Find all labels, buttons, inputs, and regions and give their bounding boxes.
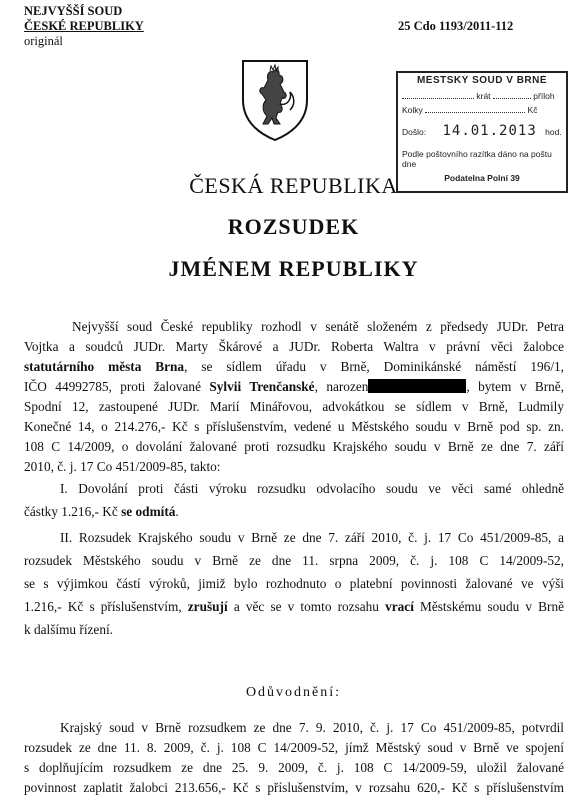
verdict-item-1: I. Dovolání proti části výroku rozsudku odvolacího soudu ve věci samé ohledně částky 1.216,- Kč se odmítá.: [24, 481, 564, 519]
intro-line: Vojtka a soudců JUDr. Marty Škárové a JUDr. Roberta Waltra v právní věci žalobce: [24, 339, 564, 354]
intro-line: 2010, č. j. 17 Co 451/2009-85, takto:: [24, 459, 221, 474]
reasoning-heading: Odůvodnění:: [245, 685, 342, 700]
intro-line: 108 C 14/2009, o dovolání žalované proti rozsudku Krajského soudu v Brně ze dne 7. září: [24, 439, 564, 454]
verdict-dismissed: se odmítá: [121, 504, 176, 519]
stamp-title: MĚSTSKÝ SOUD V BRNĚ: [416, 75, 548, 86]
coat-of-arms-emblem: [240, 58, 310, 142]
intro-line: Konečné 14, o 214.276,- Kč s příslušenstvím, vedené u Městského soudu v Brně pod sp. zn.: [24, 419, 564, 434]
stamp-date: 14.01.2013: [442, 123, 537, 139]
state-title: ČESKÁ REPUBLIKA: [189, 173, 398, 198]
reasoning-line: povinnost zaplatit žalobci 213.656,- Kč s příslušenstvím, v rozsahu 620,- Kč s příslušenstvím: [24, 780, 564, 795]
redaction-block: [368, 379, 466, 393]
reasoning-line: s doplňujícím rozsudkem ze dne 25. 9. 2009, č. j. 108 C 14/2009-59, uložil žalované: [24, 760, 564, 775]
reasoning-line: Krajský soud v Brně rozsudkem ze dne 7. 9. 2010, č. j. 17 Co 451/2009-85, potvrdil: [60, 720, 564, 735]
stamp-note: Podle poštovního razítka dáno na poštu dne: [402, 149, 552, 169]
verdict-item-2: II. Rozsudek Krajského soudu v Brně ze dne 7. září 2010, č. j. 17 Co 451/2009-85, a rozsudek Městského soudu v Brně ze dne 11. srpna 2009, č. j. 108 C 14/2009-52, se s výjimkou částí výroků, jimiž bylo rozhodnuto o platební povinnosti žalované ve výši 1.216,- Kč s příslušenstvím, zrušují a věc se v tomto rozsahu vrací Městskému soudu v Brně k dalšímu řízení.: [24, 530, 564, 637]
stamp-registry: Podatelna Polní 39: [444, 173, 520, 183]
stamp-kolky-row: [402, 105, 562, 115]
stamp-attachments-label: příloh: [533, 91, 555, 101]
in-name-of-republic-title: JMÉNEM REPUBLIKY: [168, 256, 419, 281]
stamp-kc-label: Kč: [527, 105, 538, 115]
verdict-returned: vrací: [385, 599, 414, 614]
intro-paragraph: [24, 317, 564, 477]
defendant-name: Sylvii Trenčanské: [209, 379, 315, 394]
verdict-annulled: zrušují: [187, 599, 228, 614]
intro-line: Spodní 12, zastoupené JUDr. Marií Minářovou, advokátkou se sídlem v Brně, Ludmily: [24, 399, 564, 414]
stamp-copies-row: [402, 91, 562, 101]
court-country: ČESKÉ REPUBLIKY: [24, 19, 144, 33]
reasoning-paragraph: [24, 718, 564, 798]
intro-line: Nejvyšší soud České republiky rozhodl v senátě složeném z předsedy JUDr. Petra: [72, 319, 564, 334]
stamp-doslo-label: Došlo:: [402, 127, 427, 137]
court-name: NEJVYŠŠÍ SOUD: [24, 4, 123, 18]
intro-line: statutárního města Brna, se sídlem úřadu v Brně, Dominikánské náměstí 196/1,: [24, 359, 564, 374]
case-number: 25 Cdo 1193/2011-112: [398, 19, 514, 33]
stamp-date-row: [402, 123, 562, 139]
stamp-copies-label: krát: [476, 91, 491, 101]
reasoning-line: rozsudek ze dne 11. 8. 2009, č. j. 108 C 14/2009-52, jímž Městský soud v Brně ve spojení: [24, 740, 564, 755]
original-label: originál: [24, 34, 63, 48]
stamp-hod-label: hod.: [545, 127, 562, 137]
plaintiff-name: statutárního města Brna: [24, 359, 185, 374]
intro-line: IČO 44992785, proti žalované Sylvii Trenčanské, narozen , bytem v Brně,: [24, 379, 564, 394]
document-type-title: ROZSUDEK: [227, 214, 360, 239]
stamp-kolky-label: Kolky: [402, 105, 423, 115]
